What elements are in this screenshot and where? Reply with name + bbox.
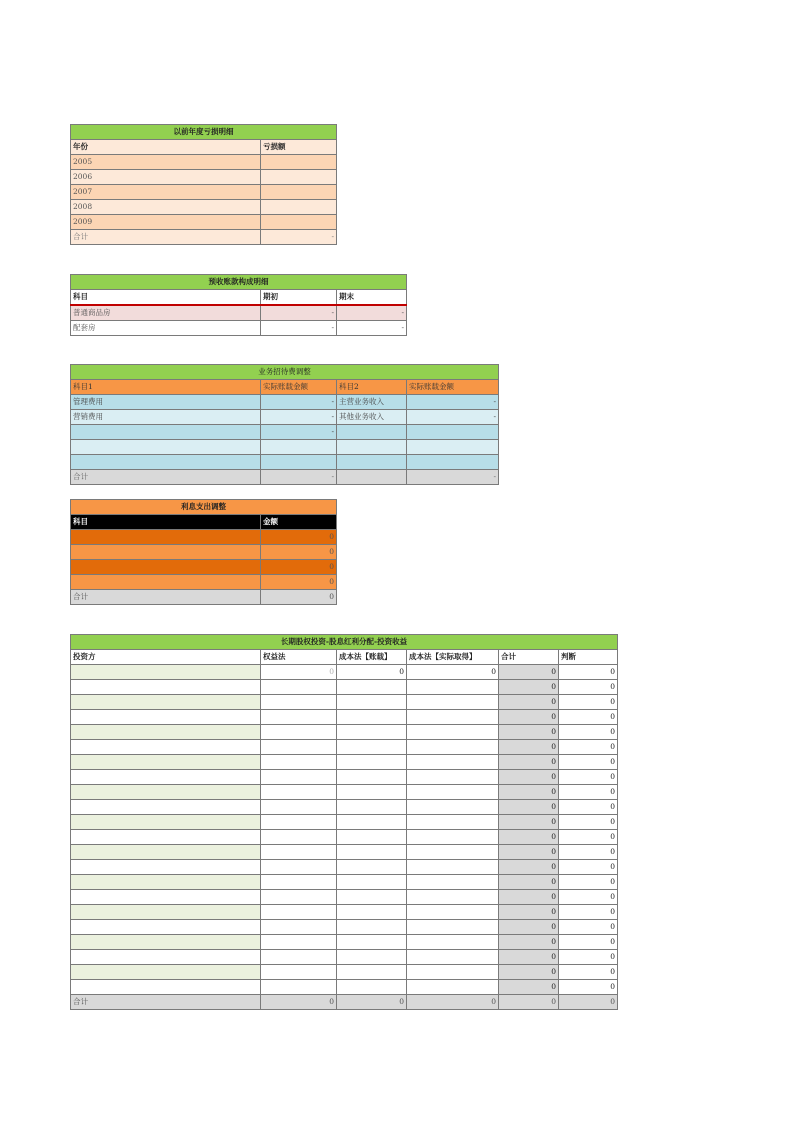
equity-method-cell[interactable] <box>261 800 337 815</box>
loss-cell[interactable] <box>261 155 337 170</box>
cost-book-cell[interactable] <box>337 740 407 755</box>
loss-cell[interactable] <box>261 200 337 215</box>
header-equity-method: 权益法 <box>261 650 337 665</box>
cost-book-cell[interactable] <box>337 935 407 950</box>
table-row <box>71 905 618 920</box>
subject1-cell[interactable] <box>71 455 261 470</box>
judgement-cell[interactable]: 0 <box>559 860 618 875</box>
sum-cell[interactable]: 0 <box>499 920 559 935</box>
investor-cell[interactable] <box>71 920 261 935</box>
table-row <box>71 185 337 200</box>
equity-method-cell[interactable] <box>261 980 337 995</box>
cost-actual-cell[interactable] <box>407 725 499 740</box>
equity-method-cell[interactable] <box>261 905 337 920</box>
total-value[interactable]: 0 <box>261 590 337 605</box>
judgement-cell[interactable]: 0 <box>559 800 618 815</box>
sum-cell[interactable]: 0 <box>499 695 559 710</box>
cost-book-cell[interactable]: 0 <box>337 665 407 680</box>
cost-actual-cell[interactable] <box>407 770 499 785</box>
table-row <box>71 200 337 215</box>
judgement-cell[interactable]: 0 <box>559 830 618 845</box>
header-amount: 金额 <box>261 515 337 530</box>
judgement-cell[interactable]: 0 <box>559 755 618 770</box>
judgement-cell[interactable]: 0 <box>559 965 618 980</box>
header-subject: 科目 <box>71 290 261 306</box>
total-judgement[interactable]: 0 <box>559 995 618 1010</box>
total-subject2[interactable] <box>337 470 407 485</box>
amount1-cell[interactable]: - <box>261 410 337 425</box>
investor-cell[interactable] <box>71 845 261 860</box>
table-row <box>71 440 499 455</box>
header-judgement: 判断 <box>559 650 618 665</box>
cost-actual-cell[interactable] <box>407 950 499 965</box>
total-label: 合计 <box>71 590 261 605</box>
cost-actual-cell[interactable] <box>407 890 499 905</box>
cost-book-cell[interactable] <box>337 800 407 815</box>
table-row <box>71 950 618 965</box>
opening-cell[interactable]: - <box>261 321 337 336</box>
sum-cell[interactable]: 0 <box>499 665 559 680</box>
amount2-cell[interactable]: - <box>407 395 499 410</box>
judgement-cell[interactable]: 0 <box>559 845 618 860</box>
header-total: 合计 <box>499 650 559 665</box>
loss-cell[interactable] <box>261 170 337 185</box>
investor-cell[interactable] <box>71 755 261 770</box>
sum-cell[interactable]: 0 <box>499 755 559 770</box>
total-label: 合计 <box>71 470 261 485</box>
table-row <box>71 770 618 785</box>
closing-cell[interactable]: - <box>337 321 407 336</box>
total-label: 合计 <box>71 995 261 1010</box>
cost-actual-cell[interactable] <box>407 710 499 725</box>
cost-book-cell[interactable] <box>337 845 407 860</box>
amount-cell[interactable]: 0 <box>261 560 337 575</box>
cost-book-cell[interactable] <box>337 830 407 845</box>
total-amount1[interactable]: - <box>261 470 337 485</box>
investor-cell[interactable] <box>71 770 261 785</box>
subject1-cell[interactable] <box>71 440 261 455</box>
cost-book-cell[interactable] <box>337 725 407 740</box>
subject1-cell[interactable] <box>71 425 261 440</box>
amount-cell[interactable]: 0 <box>261 530 337 545</box>
amount2-cell[interactable] <box>407 425 499 440</box>
judgement-cell[interactable]: 0 <box>559 935 618 950</box>
sum-cell[interactable]: 0 <box>499 740 559 755</box>
header-actual-amount-2: 实际账载金额 <box>407 380 499 395</box>
cost-actual-cell[interactable] <box>407 800 499 815</box>
subject-cell[interactable] <box>71 560 261 575</box>
equity-method-cell[interactable] <box>261 860 337 875</box>
table-row <box>71 680 618 695</box>
judgement-cell[interactable]: 0 <box>559 740 618 755</box>
header-investor: 投资方 <box>71 650 261 665</box>
cost-book-cell[interactable] <box>337 770 407 785</box>
table-row <box>71 321 407 336</box>
table-row <box>71 725 618 740</box>
equity-method-cell[interactable] <box>261 875 337 890</box>
investor-cell[interactable] <box>71 875 261 890</box>
investor-cell[interactable] <box>71 950 261 965</box>
sum-cell[interactable]: 0 <box>499 680 559 695</box>
table-row <box>71 695 618 710</box>
investor-cell[interactable] <box>71 860 261 875</box>
opening-cell[interactable]: - <box>261 305 337 321</box>
table-row <box>71 155 337 170</box>
subject-cell[interactable]: 配套房 <box>71 321 261 336</box>
cost-book-cell[interactable] <box>337 815 407 830</box>
total-value[interactable]: - <box>261 230 337 245</box>
total-sum[interactable]: 0 <box>499 995 559 1010</box>
equity-method-cell[interactable] <box>261 830 337 845</box>
amount-cell[interactable]: 0 <box>261 575 337 590</box>
sum-cell[interactable]: 0 <box>499 710 559 725</box>
sum-cell[interactable]: 0 <box>499 980 559 995</box>
investor-cell[interactable] <box>71 725 261 740</box>
header-cost-actual: 成本法【实际取得】 <box>407 650 499 665</box>
investor-cell[interactable] <box>71 680 261 695</box>
loss-detail-table <box>70 124 337 245</box>
year-cell[interactable]: 2005 <box>71 155 261 170</box>
header-closing: 期末 <box>337 290 407 306</box>
table-row <box>71 935 618 950</box>
judgement-cell[interactable]: 0 <box>559 770 618 785</box>
total-row <box>71 230 337 245</box>
cost-book-cell[interactable] <box>337 890 407 905</box>
cost-actual-cell[interactable] <box>407 935 499 950</box>
table-row <box>71 740 618 755</box>
cost-book-cell[interactable] <box>337 965 407 980</box>
table-row <box>71 965 618 980</box>
subject-cell[interactable] <box>71 545 261 560</box>
judgement-cell[interactable]: 0 <box>559 890 618 905</box>
equity-method-cell[interactable] <box>261 815 337 830</box>
equity-method-cell[interactable] <box>261 935 337 950</box>
cost-book-cell[interactable] <box>337 680 407 695</box>
entertain-table-title: 业务招待费调整 <box>71 365 499 380</box>
cost-actual-cell[interactable] <box>407 680 499 695</box>
cost-actual-cell[interactable] <box>407 785 499 800</box>
table-row <box>71 575 337 590</box>
cost-book-cell[interactable] <box>337 860 407 875</box>
cost-book-cell[interactable] <box>337 755 407 770</box>
equity-method-cell[interactable] <box>261 695 337 710</box>
table-row <box>71 425 499 440</box>
sum-cell[interactable]: 0 <box>499 845 559 860</box>
cost-actual-cell[interactable] <box>407 695 499 710</box>
judgement-cell[interactable]: 0 <box>559 680 618 695</box>
subject2-cell[interactable] <box>337 425 407 440</box>
sum-cell[interactable]: 0 <box>499 815 559 830</box>
sum-cell[interactable]: 0 <box>499 860 559 875</box>
sum-cell[interactable]: 0 <box>499 905 559 920</box>
invest-table-title: 长期股权投资-股息红利分配-投资收益 <box>71 635 618 650</box>
sum-cell[interactable]: 0 <box>499 725 559 740</box>
interest-table-title: 利息支出调整 <box>71 500 337 515</box>
table-row <box>71 755 618 770</box>
sum-cell[interactable]: 0 <box>499 800 559 815</box>
amount2-cell[interactable] <box>407 455 499 470</box>
table-row <box>71 875 618 890</box>
total-cost-book[interactable]: 0 <box>337 995 407 1010</box>
header-loss-amount: 亏损额 <box>261 140 337 155</box>
table-row <box>71 890 618 905</box>
sum-cell[interactable]: 0 <box>499 950 559 965</box>
cost-actual-cell[interactable]: 0 <box>407 665 499 680</box>
header-opening: 期初 <box>261 290 337 306</box>
header-cost-book: 成本法【账载】 <box>337 650 407 665</box>
equity-method-cell[interactable] <box>261 725 337 740</box>
investor-cell[interactable] <box>71 800 261 815</box>
header-subject: 科目 <box>71 515 261 530</box>
sum-cell[interactable]: 0 <box>499 830 559 845</box>
amount1-cell[interactable]: - <box>261 425 337 440</box>
cost-book-cell[interactable] <box>337 980 407 995</box>
subject-cell[interactable] <box>71 530 261 545</box>
subject2-cell[interactable]: 主营业务收入 <box>337 395 407 410</box>
investor-cell[interactable] <box>71 695 261 710</box>
total-equity[interactable]: 0 <box>261 995 337 1010</box>
total-cost-actual[interactable]: 0 <box>407 995 499 1010</box>
cost-actual-cell[interactable] <box>407 905 499 920</box>
table-row <box>71 710 618 725</box>
amount1-cell[interactable] <box>261 455 337 470</box>
table-row <box>71 410 499 425</box>
total-row <box>71 590 337 605</box>
table-row <box>71 395 499 410</box>
sum-cell[interactable]: 0 <box>499 785 559 800</box>
loss-table-title: 以前年度亏损明细 <box>71 125 337 140</box>
equity-method-cell[interactable] <box>261 950 337 965</box>
table-row <box>71 665 618 680</box>
equity-method-cell[interactable] <box>261 770 337 785</box>
table-row <box>71 545 337 560</box>
subject1-cell[interactable]: 营销费用 <box>71 410 261 425</box>
cost-actual-cell[interactable] <box>407 845 499 860</box>
table-row <box>71 920 618 935</box>
advance-receipts-table <box>70 274 407 336</box>
header-subject-1: 科目1 <box>71 380 261 395</box>
equity-method-cell[interactable] <box>261 845 337 860</box>
judgement-cell[interactable]: 0 <box>559 875 618 890</box>
cost-actual-cell[interactable] <box>407 965 499 980</box>
subject2-cell[interactable] <box>337 440 407 455</box>
advance-table-title: 预收账款构成明细 <box>71 275 407 290</box>
cost-actual-cell[interactable] <box>407 815 499 830</box>
investor-cell[interactable] <box>71 740 261 755</box>
table-row <box>71 215 337 230</box>
total-label: 合计 <box>71 230 261 245</box>
table-row <box>71 980 618 995</box>
table-row <box>71 800 618 815</box>
cost-book-cell[interactable] <box>337 905 407 920</box>
subject1-cell[interactable]: 管理费用 <box>71 395 261 410</box>
interest-adjust-table <box>70 499 337 605</box>
amount2-cell[interactable]: - <box>407 410 499 425</box>
equity-method-cell[interactable] <box>261 785 337 800</box>
cost-book-cell[interactable] <box>337 785 407 800</box>
cost-actual-cell[interactable] <box>407 980 499 995</box>
cost-actual-cell[interactable] <box>407 920 499 935</box>
sum-cell[interactable]: 0 <box>499 935 559 950</box>
investor-cell[interactable] <box>71 980 261 995</box>
judgement-cell[interactable]: 0 <box>559 905 618 920</box>
amount1-cell[interactable] <box>261 440 337 455</box>
amount2-cell[interactable] <box>407 440 499 455</box>
sum-cell[interactable]: 0 <box>499 965 559 980</box>
investor-cell[interactable] <box>71 710 261 725</box>
sum-cell[interactable]: 0 <box>499 890 559 905</box>
cost-actual-cell[interactable] <box>407 755 499 770</box>
amount-cell[interactable]: 0 <box>261 545 337 560</box>
subject-cell[interactable]: 普通商品房 <box>71 305 261 321</box>
cost-book-cell[interactable] <box>337 875 407 890</box>
investor-cell[interactable] <box>71 905 261 920</box>
judgement-cell[interactable]: 0 <box>559 785 618 800</box>
judgement-cell[interactable]: 0 <box>559 815 618 830</box>
total-row <box>71 470 499 485</box>
cost-book-cell[interactable] <box>337 695 407 710</box>
judgement-cell[interactable]: 0 <box>559 950 618 965</box>
investor-cell[interactable] <box>71 830 261 845</box>
total-amount2[interactable]: - <box>407 470 499 485</box>
investor-cell[interactable] <box>71 785 261 800</box>
judgement-cell[interactable]: 0 <box>559 710 618 725</box>
table-row <box>71 305 407 321</box>
table-row <box>71 830 618 845</box>
investor-cell[interactable] <box>71 890 261 905</box>
equity-method-cell[interactable] <box>261 755 337 770</box>
header-year: 年份 <box>71 140 261 155</box>
judgement-cell[interactable]: 0 <box>559 725 618 740</box>
year-cell[interactable]: 2009 <box>71 215 261 230</box>
equity-method-cell[interactable] <box>261 680 337 695</box>
cost-book-cell[interactable] <box>337 950 407 965</box>
year-cell[interactable]: 2006 <box>71 170 261 185</box>
equity-method-cell[interactable] <box>261 740 337 755</box>
table-row <box>71 785 618 800</box>
total-row <box>71 995 618 1010</box>
table-row <box>71 170 337 185</box>
cost-actual-cell[interactable] <box>407 740 499 755</box>
judgement-cell[interactable]: 0 <box>559 920 618 935</box>
investor-cell[interactable] <box>71 965 261 980</box>
equity-investment-table <box>70 634 618 1010</box>
equity-method-cell[interactable] <box>261 965 337 980</box>
amount1-cell[interactable]: - <box>261 395 337 410</box>
year-cell[interactable]: 2008 <box>71 200 261 215</box>
table-row <box>71 815 618 830</box>
equity-method-cell[interactable]: 0 <box>261 665 337 680</box>
closing-cell[interactable]: - <box>337 305 407 321</box>
equity-method-cell[interactable] <box>261 920 337 935</box>
cost-actual-cell[interactable] <box>407 875 499 890</box>
table-row <box>71 455 499 470</box>
investor-cell[interactable] <box>71 935 261 950</box>
header-subject-2: 科目2 <box>337 380 407 395</box>
cost-actual-cell[interactable] <box>407 860 499 875</box>
investor-cell[interactable] <box>71 665 261 680</box>
judgement-cell[interactable]: 0 <box>559 980 618 995</box>
table-row <box>71 560 337 575</box>
cost-book-cell[interactable] <box>337 710 407 725</box>
sum-cell[interactable]: 0 <box>499 770 559 785</box>
equity-method-cell[interactable] <box>261 710 337 725</box>
investor-cell[interactable] <box>71 815 261 830</box>
subject-cell[interactable] <box>71 575 261 590</box>
header-actual-amount-1: 实际账载金额 <box>261 380 337 395</box>
subject2-cell[interactable]: 其他业务收入 <box>337 410 407 425</box>
table-row <box>71 530 337 545</box>
year-cell[interactable]: 2007 <box>71 185 261 200</box>
cost-book-cell[interactable] <box>337 920 407 935</box>
table-row <box>71 860 618 875</box>
entertainment-adjust-table <box>70 364 499 485</box>
judgement-cell[interactable]: 0 <box>559 695 618 710</box>
judgement-cell[interactable]: 0 <box>559 665 618 680</box>
loss-cell[interactable] <box>261 215 337 230</box>
sum-cell[interactable]: 0 <box>499 875 559 890</box>
table-row <box>71 845 618 860</box>
cost-actual-cell[interactable] <box>407 830 499 845</box>
equity-method-cell[interactable] <box>261 890 337 905</box>
loss-cell[interactable] <box>261 185 337 200</box>
subject2-cell[interactable] <box>337 455 407 470</box>
